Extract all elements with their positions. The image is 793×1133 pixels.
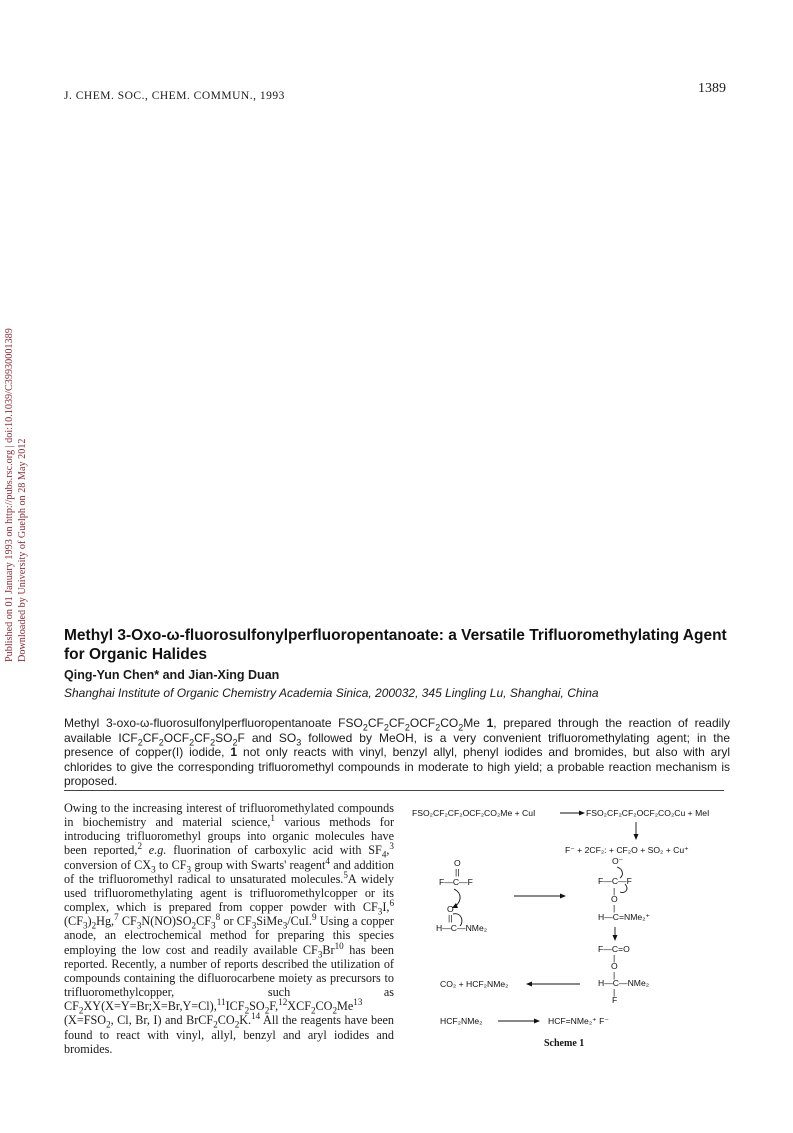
scheme-arrowhead-1	[579, 811, 585, 816]
affiliation: Shanghai Institute of Organic Chemistry Academia Sinica, 200032, 345 Lingling Lu, Shanghai, China	[64, 686, 599, 700]
scheme-oxide: O⁻	[612, 856, 624, 866]
abstract: Methyl 3-oxo-ω-fluorosulfonylperfluoropentanoate $FSO_2CF_2CF_2OCF_2CO_2Me$ 1, prepared through the reaction of readily available $ICF_2CF_2OCF_2CF_2SO_2F$ and $SO_3$ followed by MeOH, is a very convenient trifluoromethylating agent; in the presence of copper(I) iodide, 1 not only reacts with vinyl, benzyl allyl, phenyl iodides and bromides, but also with aryl chlorides to give the corresponding trifluoromethyl compounds in moderate to high yield; a probable reaction mechanism is proposed.	[64, 716, 730, 788]
scheme-oxygen-2: O	[447, 904, 454, 914]
download-notice-published[interactable]: Published on 01 January 1993 on http://pubs.rsc.org | doi:10.1039/C39930001389	[4, 328, 15, 662]
scheme-oxygen-4: O	[611, 961, 618, 971]
scheme-bond-3: |	[613, 953, 616, 963]
body-paragraph: Owing to the increasing interest of trifluoromethylated compounds in biochemistry and material science,$^1$ various methods for introducing trifluoromethyl groups into organic molecules have been reported,$^2$ e.g. fluorination of carboxylic acid with $SF_4,^3$ conversion of $CX_3$ to $CF_3$ group with Swarts' reagent$^4$ and addition of the trifluoromethyl radical to unsaturated molecules.$^5$A widely used trifluoromethylating agent is trifluoromethylcopper or its complex, which is prepared from copper powder with $CF_3I,^6$ $(CF_3)_2Hg,^7$ $CF_3N(NO)SO_2CF_3^8$ or $CF_3SiMe_3/CuI.^9$ Using a copper anode, an electrochemical method for preparing this species employing the low cost and readily available $CF_3Br^{10}$ has been reported. Recently, a number of reports described the utilization of compounds containing the difluorocarbene moiety as precursors to trifluoromethylcopper, such as $CF_2XY(X=Y=Br;X=Br,Y=Cl),^{11}ICF_2SO_2F,^{12}XCF_2CO_2Me^{13}$ ($X=FSO_2$, Cl, Br, I) and $BrCF_2CO_2K.^{14}$ All the reagents have been found to react with vinyl, allyl, benzyl and aryl iodides and bromides.	[64, 801, 395, 1056]
scheme-oxygen-3: O	[611, 894, 618, 904]
scheme-reactants: FSO₂CF₂CF₂OCF₂CO₂Me + CuI	[412, 808, 536, 818]
scheme-co2-product: CO₂ + HCF₂NMe₂	[440, 979, 509, 989]
scheme-curved-arrow-1	[454, 889, 460, 907]
scheme-arrowhead-2	[634, 834, 639, 840]
reaction-scheme	[402, 800, 782, 1050]
scheme-amine-adduct: H—C—NMe₂	[598, 978, 650, 988]
scheme-amine: HCF₂NMe₂	[440, 1016, 483, 1026]
scheme-acyl-fluoride: F—C=O	[598, 944, 630, 954]
authors: Qing-Yun Chen* and Jian-Xing Duan	[64, 668, 280, 682]
scheme-arrowhead-5	[526, 982, 532, 987]
scheme-decomposition: F⁻ + 2CF₂: + CF₂O + SO₂ + Cu⁺	[565, 845, 689, 855]
scheme-label: Scheme 1	[544, 1038, 585, 1049]
article-title: Methyl 3-Oxo-ω-fluorosulfonylperfluoropentanoate: a Versatile Trifluoromethylating Agent for Organic Halides	[64, 627, 727, 663]
running-head: J. CHEM. SOC., CHEM. COMMUN., 1993	[64, 90, 285, 102]
download-notice	[3, 292, 29, 662]
scheme-products: FSO₂CF₂CF₂OCF₂CO₂Cu + MeI	[586, 808, 710, 818]
scheme-carbonyl-fluoride: F—C—F	[439, 877, 473, 887]
scheme-arrowhead-6	[534, 1019, 540, 1024]
scheme-arrowhead-3	[560, 894, 566, 899]
scheme-dmf: H—C—NMe₂	[436, 923, 488, 933]
scheme-bond-1: |	[613, 886, 616, 896]
scheme-double-bond-1: ||	[455, 867, 460, 877]
section-divider	[64, 790, 724, 791]
scheme-bond-5: |	[613, 987, 616, 997]
scheme-bond-4: |	[613, 970, 616, 980]
scheme-iminium: H—C=NMe₂⁺	[598, 912, 651, 922]
scheme-double-bond-2: ||	[448, 913, 453, 923]
download-notice-downloaded: Downloaded by University of Guelph on 28 May 2012	[17, 438, 28, 662]
scheme-bond-2: |	[613, 903, 616, 913]
scheme-intermediate-cf2: F—C—F	[598, 876, 632, 886]
page-number: 1389	[698, 81, 726, 96]
scheme-arrowhead-4	[613, 935, 618, 941]
scheme-final-product: HCF=NMe₂⁺ F⁻	[548, 1016, 609, 1026]
scheme-oxygen-1: O	[454, 858, 461, 868]
scheme-fluorine: F	[612, 995, 618, 1005]
